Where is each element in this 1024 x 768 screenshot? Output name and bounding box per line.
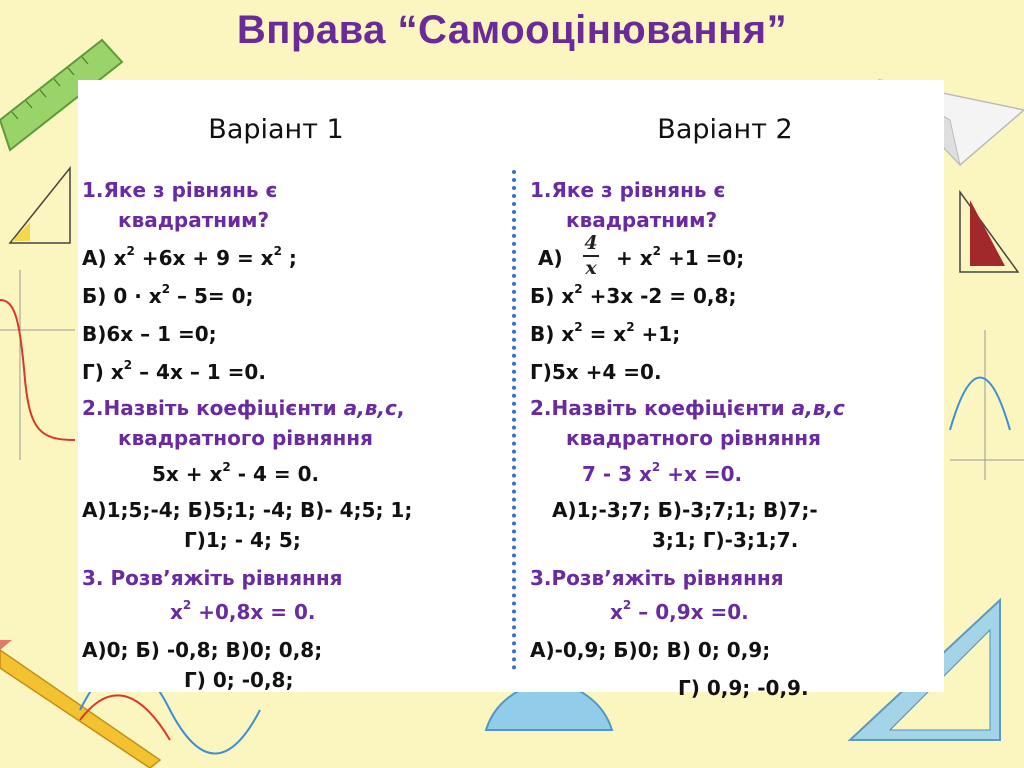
v2-equation-3 — [610, 600, 749, 624]
v2-question-1-cont: квадратним? — [566, 208, 718, 232]
v2-a-exp: 2 — [652, 244, 661, 258]
triangle-icon — [10, 168, 70, 243]
v2-q2-options-cont: 3;1; Г)-3;1;7. — [652, 528, 799, 552]
v2-q2-options: А)1;-3;7; Б)-3;7;1; В)7;- — [552, 498, 818, 522]
v2-b-end: +3х -2 = 0,8; — [582, 284, 737, 308]
v1-eq2-exp: 2 — [222, 460, 231, 474]
v2-eq2-exp: 2 — [651, 460, 661, 474]
v1-q3-options-cont: Г) 0; -0,8; — [184, 668, 294, 692]
v1-q2-pre: 2.Назвіть коефіцієнти — [82, 396, 344, 420]
v2-b-exp: 2 — [574, 282, 583, 296]
v2-c-mid: = х — [582, 322, 627, 346]
v2-option-a-fraction — [580, 232, 602, 282]
v2-question-2 — [530, 396, 845, 420]
graph-icon — [0, 270, 75, 460]
v2-eq3-exp: 2 — [622, 598, 632, 612]
v2-eq2-post: +х =0. — [660, 462, 743, 486]
v1-a-prefix: А) х — [82, 246, 127, 270]
v2-b-prefix: Б) х — [530, 284, 575, 308]
v1-option-c: В)6х – 1 =0; — [82, 322, 217, 346]
v1-b-exp: 2 — [161, 282, 171, 296]
slide-title: Вправа “Самооцінювання” — [236, 8, 788, 52]
v1-a-mid: +6х + 9 = х — [134, 246, 274, 270]
v1-b-prefix: Б) 0 · х — [82, 284, 162, 308]
v1-eq2-pre: 5х + х — [152, 462, 223, 486]
v1-q2-coef: а,в,с — [343, 396, 397, 420]
v1-q1-line1: 1.Яке з рівнянь є — [82, 178, 278, 202]
v2-a-rest-pre: + х — [616, 246, 653, 270]
v1-q2-options-cont: Г)1; - 4; 5; — [184, 528, 301, 552]
v2-c-exp1: 2 — [574, 320, 583, 334]
v1-a-exp2: 2 — [273, 244, 282, 258]
v2-q3-options-cont: Г) 0,9; -0,9. — [678, 676, 809, 700]
v2-option-a-label: А) — [538, 246, 563, 270]
v1-question-2 — [82, 396, 404, 420]
v1-a-end: ; — [281, 246, 297, 270]
v2-c-exp2: 2 — [626, 320, 635, 334]
v1-q2-post: , — [396, 396, 405, 420]
v1-q3-options: А)0; Б) -0,8; В)0; 0,8; — [82, 638, 323, 662]
v2-option-d: Г)5х +4 =0. — [530, 360, 662, 384]
variant-2-heading: Варіант 2 — [657, 114, 793, 145]
v1-d-end: – 4х – 1 =0. — [132, 360, 266, 384]
v2-question-2-cont: квадратного рівняння — [566, 426, 821, 450]
v2-question-1: 1.Яке з рівнянь є — [530, 178, 726, 202]
v1-equation-3 — [170, 600, 316, 624]
v1-question-2-cont: квадратного рівняння — [118, 426, 373, 450]
v1-eq3-exp: 2 — [182, 598, 192, 612]
v1-a-exp1: 2 — [126, 244, 135, 258]
v2-q2-pre: 2.Назвіть коефіцієнти — [530, 396, 792, 420]
v1-question-1 — [82, 178, 277, 202]
v1-option-d — [82, 360, 266, 384]
v2-equation-2 — [582, 462, 742, 486]
v1-d-exp: 2 — [123, 358, 133, 372]
v1-equation-2 — [152, 462, 319, 486]
v1-question-1-cont — [82, 208, 269, 232]
v2-c-end: +1; — [634, 322, 681, 346]
v1-q2-options: А)1;5;-4; Б)5;1; -4; В)- 4;5; 1; — [82, 498, 413, 522]
v1-eq3-pre: х — [170, 600, 183, 624]
v1-d-prefix: Г) х — [82, 360, 124, 384]
v1-option-a — [82, 246, 297, 270]
v2-q3-options: А)-0,9; Б)0; В) 0; 0,9; — [530, 638, 771, 662]
v1-option-b — [82, 284, 254, 308]
v2-eq2-pre: 7 - 3 х — [582, 462, 652, 486]
v2-option-b — [530, 284, 736, 308]
v2-c-prefix: В) х — [530, 322, 575, 346]
v1-question-3: 3. Розв’яжіть рівняння — [82, 566, 343, 590]
v1-q1-line2: квадратним? — [118, 208, 270, 232]
fraction-denominator: x — [585, 257, 597, 279]
v2-eq3-post: – 0,9х =0. — [631, 600, 749, 624]
v2-q2-coef: а,в,с — [791, 396, 845, 420]
v2-question-3: 3.Розв’яжіть рівняння — [530, 566, 784, 590]
v1-eq2-post: - 4 = 0. — [230, 462, 320, 486]
v2-a-rest-post: +1 =0; — [660, 246, 745, 270]
column-divider — [512, 170, 516, 670]
variant-1-heading: Варіант 1 — [208, 114, 344, 145]
v1-b-end: – 5= 0; — [170, 284, 254, 308]
v2-option-c — [530, 322, 680, 346]
fraction-numerator: 4 — [584, 232, 598, 254]
v2-eq3-pre: х — [610, 600, 623, 624]
v2-option-a-rest — [616, 246, 744, 270]
v1-eq3-post: +0,8х = 0. — [191, 600, 316, 624]
